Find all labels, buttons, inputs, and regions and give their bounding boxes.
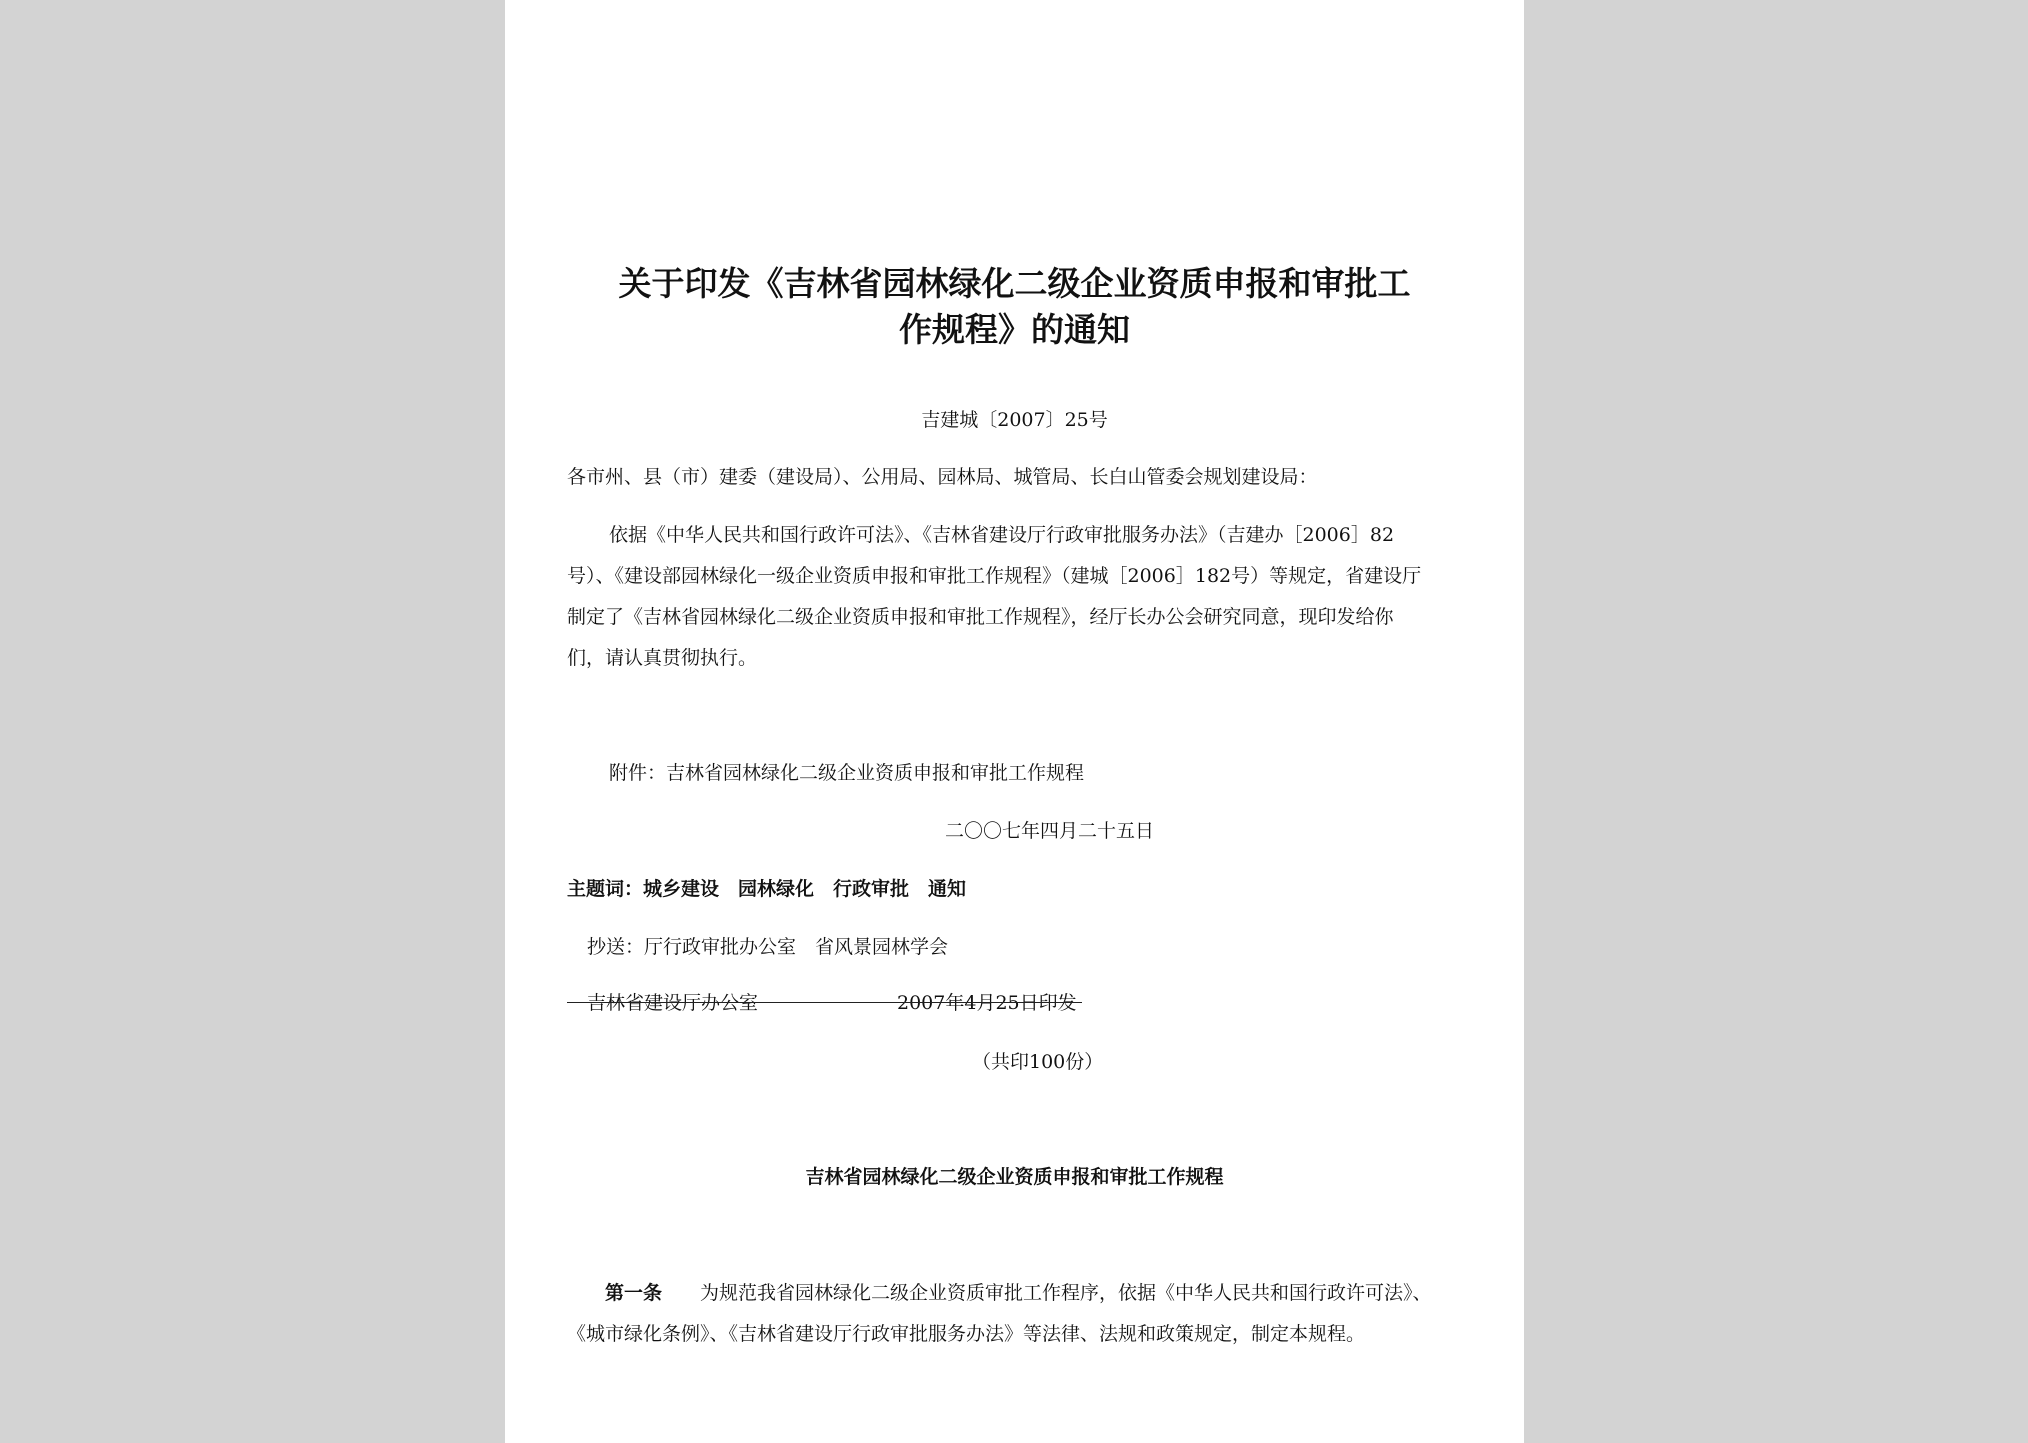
issuer-underline xyxy=(567,1002,1082,1003)
body-line-1: 依据《中华人民共和国行政许可法》、《吉林省建设厅行政审批服务办法》（吉建办［2006］82 xyxy=(609,524,1395,546)
document-number: 吉建城〔2007〕25号 xyxy=(921,409,1108,431)
article-1-label: 第一条 xyxy=(605,1282,663,1304)
cc-line: 抄送：厅行政审批办公室 省风景园林学会 xyxy=(587,936,949,958)
document-page xyxy=(505,0,1524,1443)
body-line-3: 制定了《吉林省园林绿化二级企业资质申报和审批工作规程》，经厅长办公会研究同意，现印发给你 xyxy=(567,606,1394,628)
keywords-value: 城乡建设 园林绿化 行政审批 通知 xyxy=(643,878,967,900)
issuer-name: 吉林省建设厅办公室 xyxy=(587,992,759,1014)
article-1-line-2: 《城市绿化条例》、《吉林省建设厅行政审批服务办法》等法律、法规和政策规定，制定本规程。 xyxy=(567,1323,1366,1345)
article-1-line-1 xyxy=(605,1280,1432,1306)
document-date: 二〇〇七年四月二十五日 xyxy=(945,820,1155,842)
document-title-line-1: 关于印发《吉林省园林绿化二级企业资质申报和审批工 xyxy=(618,264,1411,303)
body-line-4: 们，请认真贯彻执行。 xyxy=(567,647,758,669)
document-title-line-2: 作规程》的通知 xyxy=(899,310,1130,349)
body-line-2: 号）、《建设部园林绿化一级企业资质申报和审批工作规程》（建城［2006］182号）等规定，省建设厅 xyxy=(567,565,1422,587)
rules-title: 吉林省园林绿化二级企业资质申报和审批工作规程 xyxy=(805,1166,1224,1188)
issue-date: 2007年4月25日印发 xyxy=(897,992,1077,1014)
keywords-row xyxy=(567,876,966,902)
attachment-line: 附件：吉林省园林绿化二级企业资质申报和审批工作规程 xyxy=(609,762,1085,784)
copies-note: （共印100份） xyxy=(972,1051,1104,1073)
keywords-label: 主题词： xyxy=(567,878,644,900)
addressee: 各市州、县（市）建委（建设局）、公用局、园林局、城管局、长白山管委会规划建设局： xyxy=(567,466,1318,488)
article-1-text-1: 为规范我省园林绿化二级企业资质审批工作程序，依据《中华人民共和国行政许可法》、 xyxy=(700,1282,1432,1304)
